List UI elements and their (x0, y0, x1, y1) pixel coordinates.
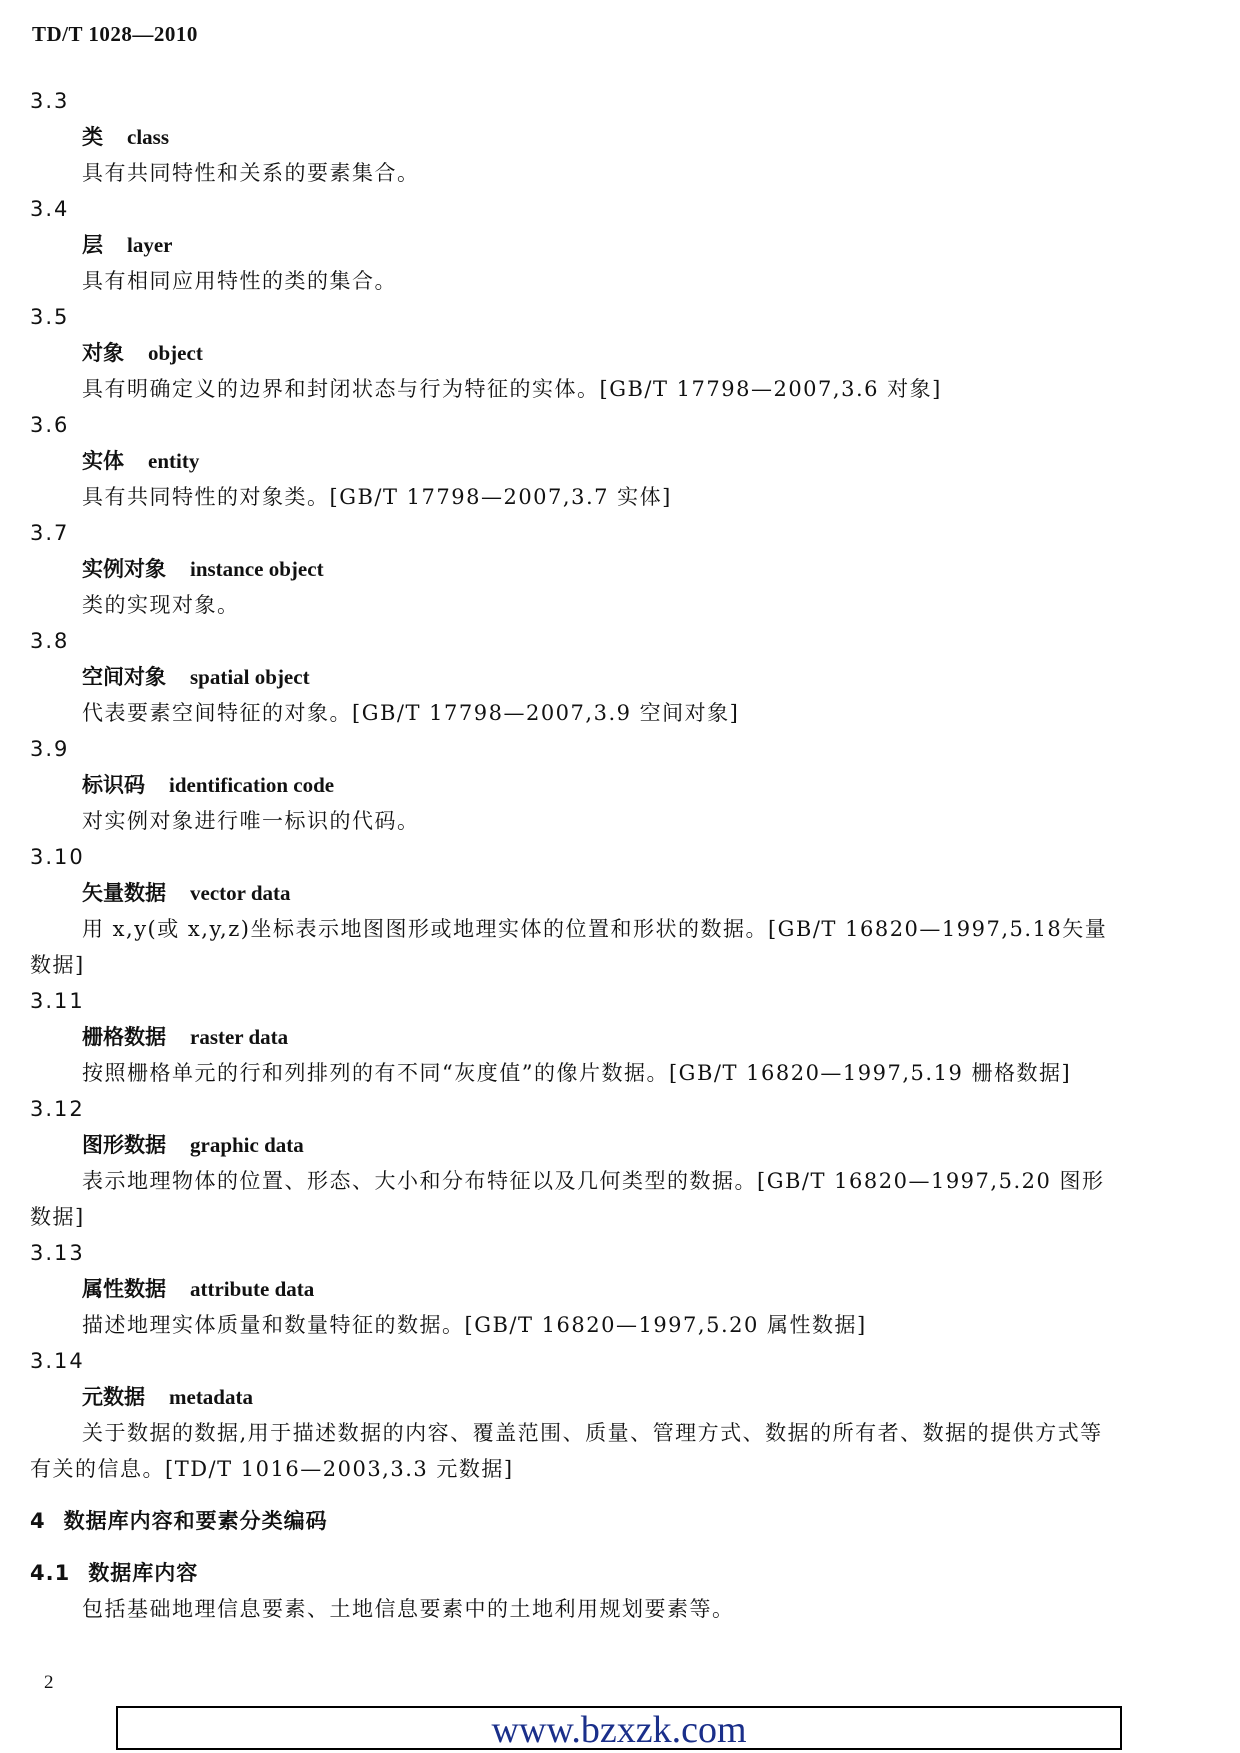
standard-code: TD/T 1028—2010 (32, 22, 198, 46)
term-entry (30, 515, 1130, 623)
term-name (30, 1127, 1130, 1163)
term-name-en: layer (127, 233, 173, 257)
term-number: 3.7 (30, 521, 70, 545)
section-heading (30, 1503, 1130, 1539)
term-entry (30, 623, 1130, 731)
term-definition: 描述地理实体质量和数量特征的数据。[GB/T 16820—1997,5.20 属性数据] (82, 1313, 867, 1337)
term-number: 3.11 (30, 989, 85, 1013)
term-name-en: spatial object (190, 665, 310, 689)
term-name (30, 551, 1130, 587)
term-number: 3.14 (30, 1349, 85, 1373)
term-name (30, 443, 1130, 479)
term-entry (30, 983, 1130, 1091)
term-name-zh: 栅格数据 (82, 1024, 166, 1049)
term-entry (30, 839, 1130, 983)
term-name-en: class (127, 125, 169, 149)
term-name (30, 227, 1130, 263)
footer-banner (116, 1706, 1122, 1750)
term-entry (30, 191, 1130, 299)
term-name-en: graphic data (190, 1133, 304, 1157)
term-definition: 具有明确定义的边界和封闭状态与行为特征的实体。[GB/T 17798—2007,3.6 对象] (82, 377, 942, 401)
term-name-zh: 实体 (82, 448, 124, 473)
term-name-zh: 标识码 (82, 772, 145, 797)
term-name (30, 767, 1130, 803)
term-definition: 用 x,y(或 x,y,z)坐标表示地图图形或地理实体的位置和形状的数据。[GB/T 16820—1997,5.18矢量数据] (30, 917, 1108, 977)
term-name-en: metadata (169, 1385, 253, 1409)
term-name (30, 1271, 1130, 1307)
term-number: 3.6 (30, 413, 70, 437)
term-name-en: entity (148, 449, 200, 473)
term-entry (30, 731, 1130, 839)
footer-url-link[interactable]: www.bzxzk.com (491, 1709, 747, 1751)
term-entry (30, 1091, 1130, 1235)
document-body (30, 83, 1130, 1627)
term-number: 3.5 (30, 305, 70, 329)
term-name (30, 119, 1130, 155)
subsection-heading (30, 1555, 1130, 1591)
term-name (30, 659, 1130, 695)
term-name-en: raster data (190, 1025, 289, 1049)
term-number: 3.3 (30, 89, 70, 113)
term-name (30, 335, 1130, 371)
term-number: 3.12 (30, 1097, 85, 1121)
term-definition: 具有共同特性的对象类。[GB/T 17798—2007,3.7 实体] (82, 485, 672, 509)
subsection-title: 数据库内容 (88, 1561, 199, 1585)
term-name-zh: 对象 (82, 340, 124, 365)
subsection-number: 4.1 (30, 1561, 71, 1585)
term-name-zh: 类 (82, 124, 103, 149)
term-number: 3.10 (30, 845, 85, 869)
term-name (30, 1379, 1130, 1415)
term-entry (30, 299, 1130, 407)
term-name-zh: 图形数据 (82, 1132, 166, 1157)
term-name (30, 1019, 1130, 1055)
subsection-paragraph: 包括基础地理信息要素、土地信息要素中的土地利用规划要素等。 (82, 1597, 735, 1621)
terms-list (30, 83, 1130, 1487)
term-name (30, 875, 1130, 911)
term-definition: 代表要素空间特征的对象。[GB/T 17798—2007,3.9 空间对象] (82, 701, 740, 725)
term-name-zh: 属性数据 (82, 1276, 166, 1301)
section-number: 4 (30, 1509, 46, 1533)
term-definition: 类的实现对象。 (82, 593, 240, 617)
term-name-zh: 元数据 (82, 1384, 145, 1409)
term-definition: 表示地理物体的位置、形态、大小和分布特征以及几何类型的数据。[GB/T 16820—1997,5.20 图形数据] (30, 1169, 1105, 1229)
term-entry (30, 83, 1130, 191)
term-definition: 对实例对象进行唯一标识的代码。 (82, 809, 420, 833)
term-definition: 关于数据的数据,用于描述数据的内容、覆盖范围、质量、管理方式、数据的所有者、数据的提供方式等有关的信息。[TD/T 1016—2003,3.3 元数据] (30, 1421, 1103, 1481)
term-name-en: object (148, 341, 203, 365)
term-name-en: vector data (190, 881, 291, 905)
term-definition: 具有相同应用特性的类的集合。 (82, 269, 397, 293)
term-number: 3.9 (30, 737, 70, 761)
term-name-en: attribute data (190, 1277, 315, 1301)
page-number: 2 (44, 1672, 54, 1693)
term-number: 3.4 (30, 197, 70, 221)
term-entry (30, 1235, 1130, 1343)
term-name-zh: 实例对象 (82, 556, 166, 581)
term-name-en: identification code (169, 773, 335, 797)
term-name-zh: 层 (82, 232, 103, 257)
term-definition: 按照栅格单元的行和列排列的有不同“灰度值”的像片数据。[GB/T 16820—1997,5.19 栅格数据] (82, 1061, 1072, 1085)
term-name-zh: 矢量数据 (82, 880, 166, 905)
term-definition: 具有共同特性和关系的要素集合。 (82, 161, 420, 185)
term-name-en: instance object (190, 557, 324, 581)
term-entry (30, 1343, 1130, 1487)
term-number: 3.13 (30, 1241, 85, 1265)
term-entry (30, 407, 1130, 515)
section-title: 数据库内容和要素分类编码 (63, 1509, 328, 1533)
term-number: 3.8 (30, 629, 70, 653)
term-name-zh: 空间对象 (82, 664, 166, 689)
